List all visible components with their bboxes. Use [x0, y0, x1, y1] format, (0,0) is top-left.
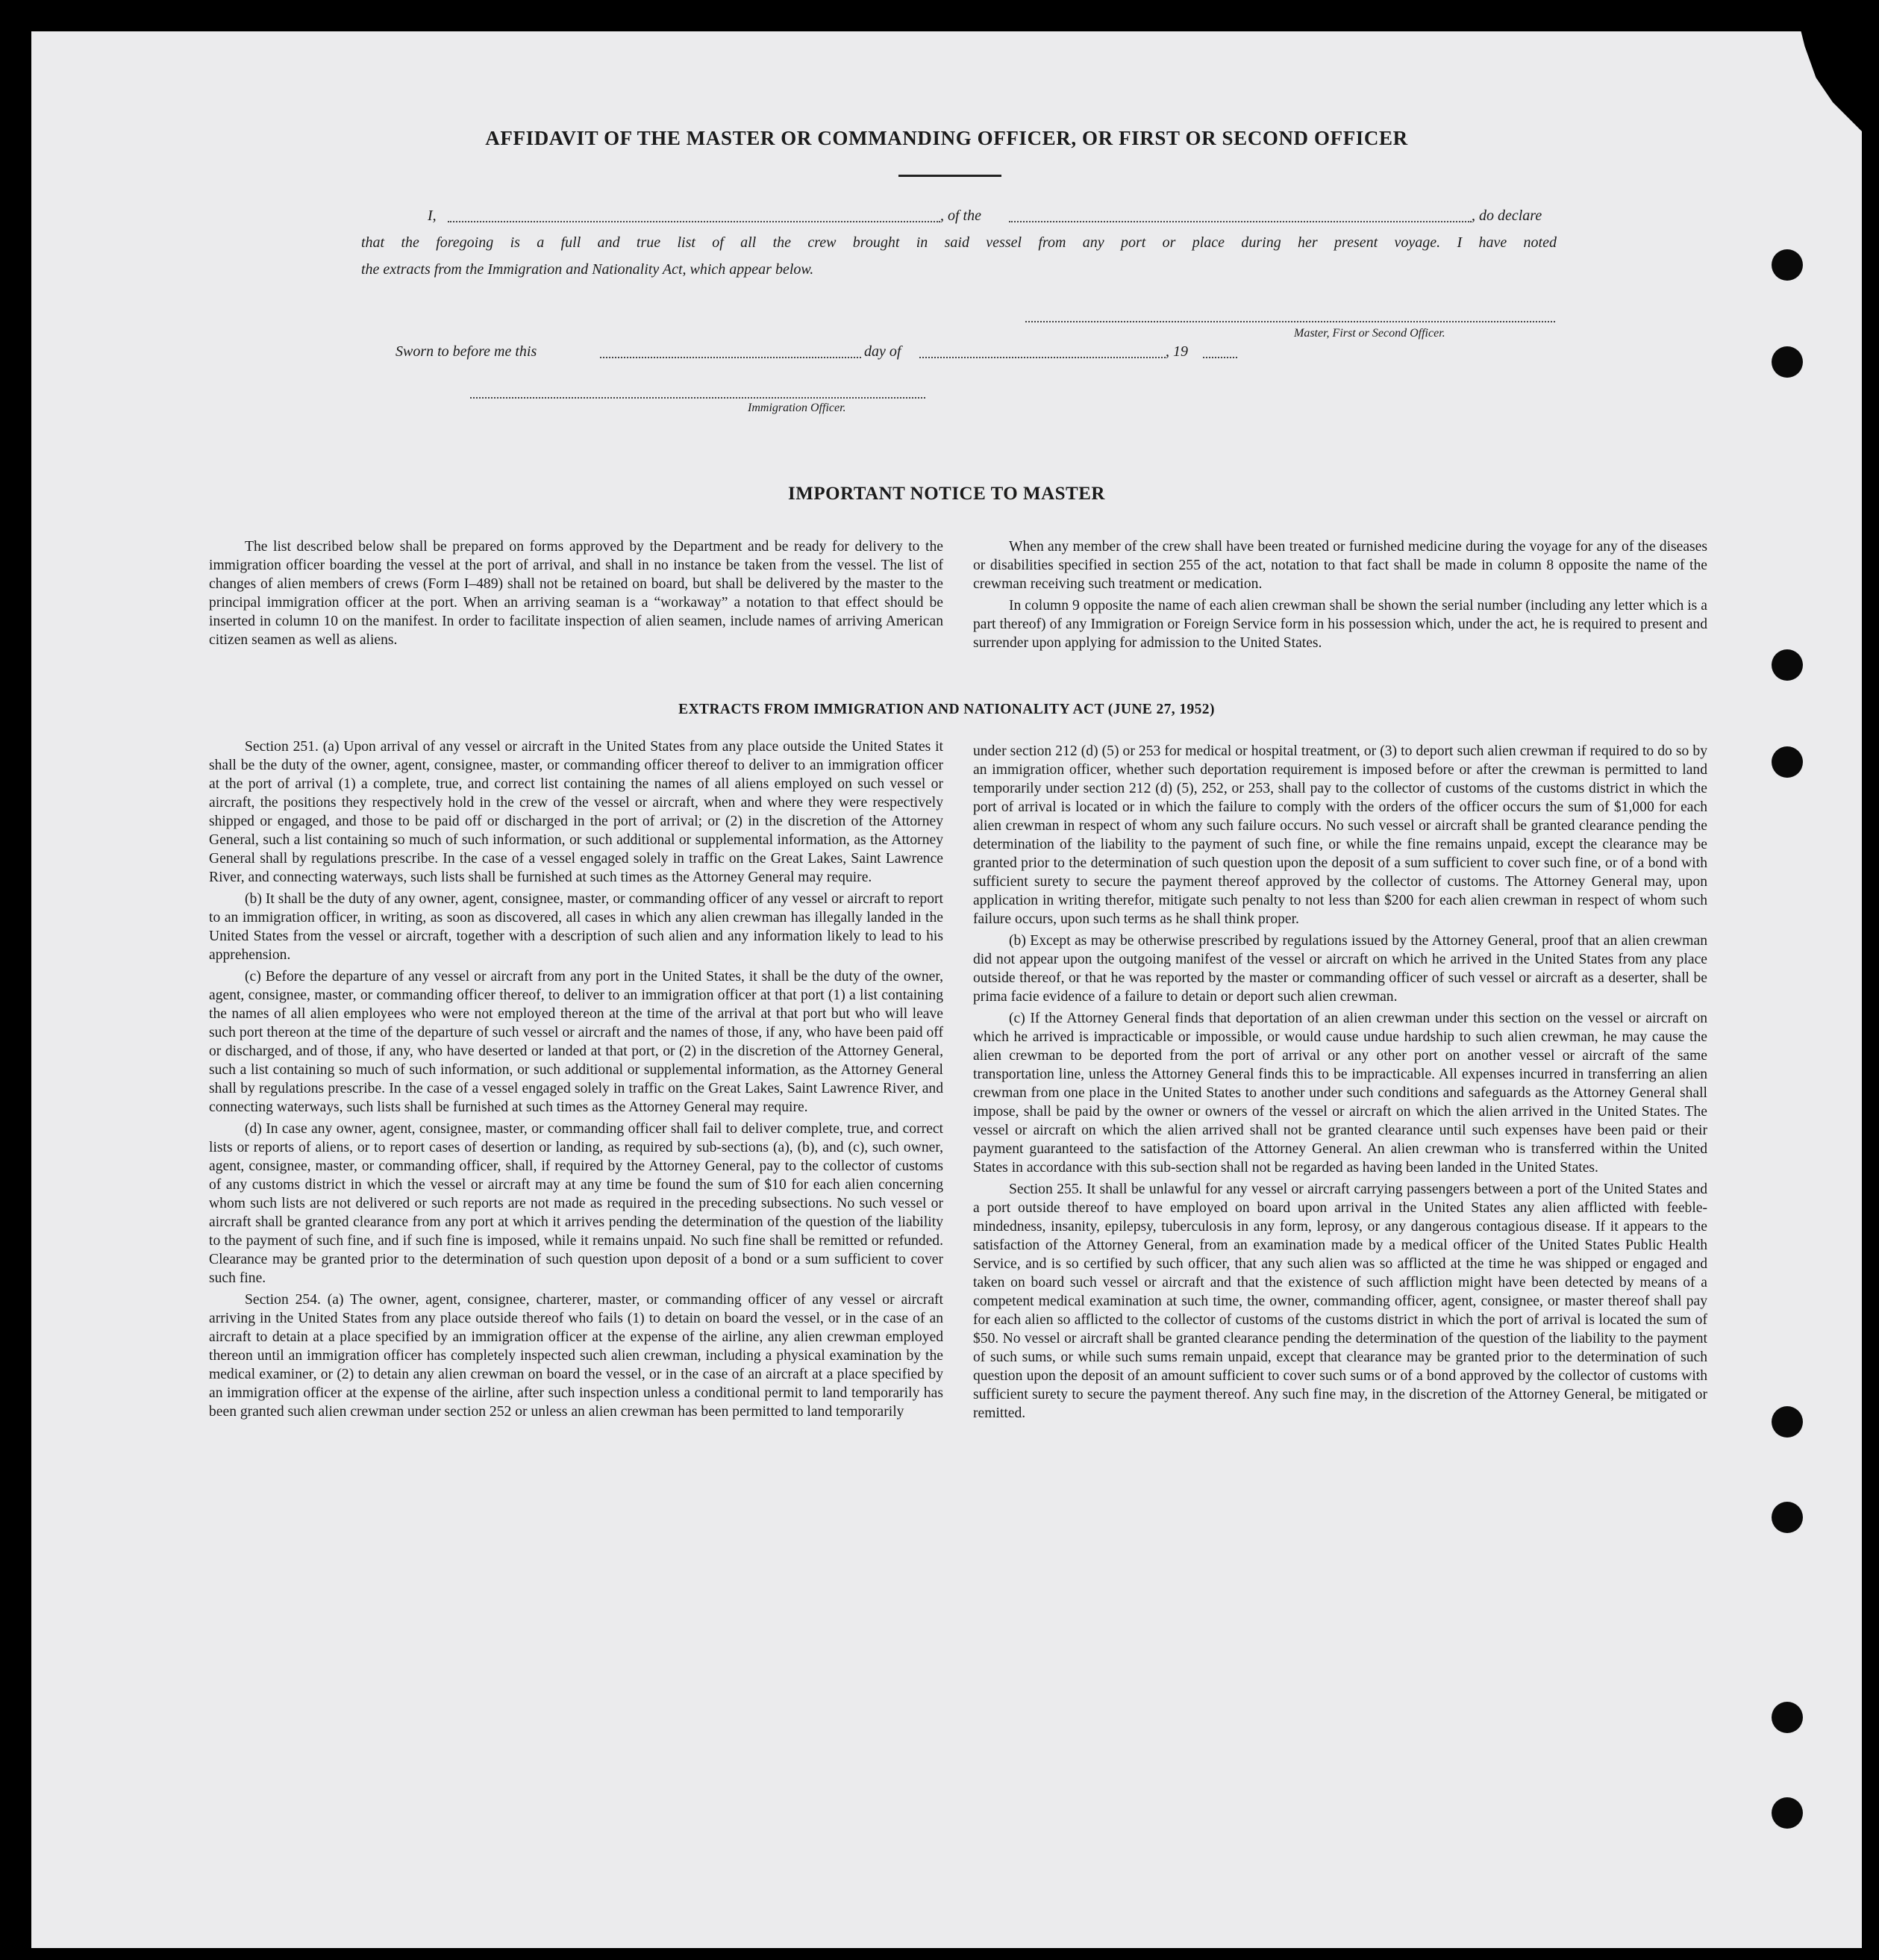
extracts-heading: EXTRACTS FROM IMMIGRATION AND NATIONALITY ACT (JUNE 27, 1952): [678, 702, 1215, 717]
sworn-day-of: day of: [864, 343, 901, 360]
officer-label: Immigration Officer.: [748, 402, 846, 414]
section-paragraph: (c) If the Attorney General finds that deportation of an alien crewman under this section on the vessel or aircraft on which he arrived is impracticable or impossible, or would cause undue hardship to such alien crewman, he may cause the alien crewman to be deported from the port of arrival or any other port on another vessel or aircraft of the same transportation line, unless the Attorney General finds this to be impracticable. All expenses incurred in transferring an alien crewman from one place in the United States to another under such conditions and safeguards as the Attorney General shall impose, shall be paid by the owner or owners of the vessel or aircraft on which the alien arrived in the United States. The vessel or aircraft on which the alien arrived shall not be granted clearance until such expenses have been paid or their payment guaranteed to the satisfaction of the Attorney General. An alien crewman who is transferred within the United States in accordance with this sub-section shall not be regarded as having been landed in the United States.: [973, 1011, 1707, 1176]
vessel-blank[interactable]: [1009, 221, 1472, 222]
sworn-year-blank[interactable]: [1203, 357, 1237, 358]
sworn-day-blank[interactable]: [600, 357, 861, 358]
sworn-prefix: Sworn to before me this: [396, 343, 537, 360]
notice-paragraph: In column 9 opposite the name of each alien crewman shall be shown the serial number (including any letter which is a part thereof) of any Immigration or Foreign Service form in his possession which, under the act, he is required to present and surrender upon applying for admission to the United States.: [973, 598, 1707, 651]
punch-hole: [1772, 1797, 1803, 1829]
section-paragraph: (b) It shall be the duty of any owner, agent, consignee, master, or commanding officer of any vessel or aircraft to report to an immigration officer, in writing, as soon as discovered, all cases in which any alien crewman has illegally landed in the United States from the vessel or aircraft, together with a description of such alien and any information likely to lead to his apprehension.: [209, 891, 943, 963]
section-paragraph: (d) In case any owner, agent, consignee, master, or commanding officer shall fail to deliver complete, true, and correct lists or reports of aliens, or to report cases of desertion or landing, as required by sub-sections (a), (b), and (c), such owner, agent, consignee, master, or commanding officer, shall, if required by the Attorney General, pay to the collector of customs of any customs district in which the vessel or aircraft may at any time be found the sum of $10 for each alien concerning whom such lists are not delivered or such reports are not made as required in the preceding subsections. No such vessel or aircraft shall be granted clearance from any port at which it arrives pending the determination of the question of the liability to the payment of such fine, and if such fine is imposed, while it remains unpaid. No such fine shall be remitted or refunded. Clearance may be granted prior to the determination of such question upon deposit of a bond or a sum sufficient to cover such fine.: [209, 1121, 943, 1286]
signature-label: Master, First or Second Officer.: [1294, 327, 1445, 340]
affidavit-title: AFFIDAVIT OF THE MASTER OR COMMANDING OFFICER, OR FIRST OR SECOND OFFICER: [485, 127, 1408, 149]
punch-hole: [1772, 1702, 1803, 1733]
affidavit-of-the: , of the: [940, 207, 981, 224]
signature-blank[interactable]: [1025, 321, 1555, 322]
extracts-left-column: [209, 737, 943, 1421]
sworn-month-blank[interactable]: [919, 357, 1166, 358]
officer-signature-blank[interactable]: [470, 397, 925, 399]
section-paragraph: Section 251. (a) Upon arrival of any vessel or aircraft in the United States from any place outside the United States it shall be the duty of the owner, agent, consignee, master, or commanding officer thereof to deliver to an immigration officer at the port of arrival (1) a complete, true, and correct list containing the names of all aliens employed on such vessel or aircraft, the positions they respectively hold in the crew of the vessel or aircraft, when and where they were respectively shipped or engaged, and those to be paid off or discharged in the port of arrival; or (2) in the discretion of the Attorney General, such a list containing so much of such information, or such additional or supplemental information, as the Attorney General shall by regulations prescribe. In the case of a vessel engaged solely in traffic on the Great Lakes, Saint Lawrence River, and connecting waterways, such lists shall be furnished at such times as the Attorney General may require.: [209, 739, 943, 885]
name-blank[interactable]: [448, 221, 940, 222]
sworn-year: , 19: [1166, 343, 1188, 360]
title-rule: [898, 175, 1001, 177]
section-paragraph: Section 254. (a) The owner, agent, consignee, charterer, master, or commanding officer of any vessel or aircraft arriving in the United States from any place outside thereof who fails (1) to detain on board the vessel, or in the case of an aircraft to detain at a place specified by an immigration officer at the expense of the airline, any alien crewman employed thereon until an immigration officer has completely inspected such alien crewman, including a physical examination by the medical examiner, or (2) to detain any alien crewman on board the vessel, or in the case of an aircraft at a place specified by an immigration officer at the expense of the airline, after such inspection unless a conditional permit to land temporarily has been granted such alien crewman under section 252 or unless an alien crewman has been permitted to land temporarily: [209, 1292, 943, 1420]
affidavit-statement-line-2: the extracts from the Immigration and Nationality Act, which appear below.: [361, 261, 814, 278]
section-paragraph: under section 212 (d) (5) or 253 for medical or hospital treatment, or (3) to deport such alien crewman if required to do so by an immigration officer, whether such deportation requirement is imposed before or after the crewman is permitted to land temporarily under section 212 (d) (5), 252, or 253, shall pay to the collector of customs of the customs district in which the port of arrival is located or in which the failure to comply with the orders of the officer occurs the sum of $1,000 for each alien crewman in respect of whom any such failure occurs. No such vessel or aircraft shall be granted clearance pending the determination of the liability to the payment of such fine, or while the fine remains unpaid, except the clearance may be granted prior to the determination of such question upon the deposit of a sum sufficient to cover such fine, or of a bond with sufficient surety to secure the payment thereof approved by the collector of customs. The Attorney General may, upon application in writing therefor, mitigate such penalty to not less than $200 for each alien crewman in respect of whom such failure occurs, upon such terms as he shall think proper.: [973, 743, 1707, 927]
notice-paragraph: When any member of the crew shall have been treated or furnished medicine during the voyage for any of the diseases or disabilities specified in section 255 of the act, notation to that fact shall be made in column 8 opposite the name of the crewman receiving such treatment or medication.: [973, 539, 1707, 592]
affidavit-i: I,: [428, 207, 437, 224]
section-paragraph: (b) Except as may be otherwise prescribed by regulations issued by the Attorney General, proof that an alien crewman did not appear upon the outgoing manifest of the vessel or aircraft on which he arrived in the United States from any place outside thereof, or that he was reported by the master or commanding officer of such vessel or aircraft as a deserter, shall be prima facie evidence of a failure to detain or deport such alien crewman.: [973, 933, 1707, 1005]
affidavit-statement-line: that the foregoing is a full and true list of all the crew brought in said vessel from any port or place during her present voyage. I have noted: [361, 234, 1557, 251]
punch-hole: [1772, 1406, 1803, 1438]
punch-hole: [1772, 746, 1803, 778]
punch-hole: [1772, 1502, 1803, 1533]
punch-hole: [1772, 346, 1803, 378]
notice-right-column: [973, 537, 1707, 652]
section-paragraph: Section 255. It shall be unlawful for any vessel or aircraft carrying passengers between a port of the United States and a port outside thereof to have employed on board upon arrival in the United States any alien afflicted with feeble-mindedness, insanity, epilepsy, tuberculosis in any form, leprosy, or any dangerous contagious disease. If it appears to the satisfaction of the Attorney General, from an examination made by a medical officer of the United States Public Health Service, and is so certified by such officer, that any such alien was so afflicted at the time he was shipped or engaged and taken on board such vessel or aircraft and that the existence of such affliction might have been detected by means of a competent medical examination at such time, the owner, commanding officer, agent, consignee, or master thereof shall pay for each alien so afflicted to the collector of customs of the customs district in which the port of arrival is located the sum of $50. No vessel or aircraft shall be granted clearance pending the determination of the question of the liability to the payment of such sums, or while such sums remain unpaid, except that clearance may be granted prior to the determination of such question upon the deposit of an amount sufficient to cover such sums or of a bond approved by the collector of customs with sufficient surety to secure the payment thereof. Any such fine may, in the discretion of the Attorney General, be mitigated or remitted.: [973, 1182, 1707, 1421]
punch-hole: [1772, 649, 1803, 681]
notice-paragraph: The list described below shall be prepared on forms approved by the Department and be ready for delivery to the immigration officer boarding the vessel at the port of arrival, and shall in no instance be taken from the vessel. The list of changes of alien members of crews (Form I–489) shall not be retained on board, but shall be delivered by the master to the principal immigration officer at the port. When an arriving seaman is a “workaway” a notation to that effect should be inserted in column 10 on the manifest. In order to facilitate inspection of alien seamen, include names of arriving American citizen seamen as well as aliens.: [209, 539, 943, 648]
affidavit-declare: , do declare: [1472, 207, 1542, 224]
notice-left-column: [209, 537, 943, 649]
section-paragraph: (c) Before the departure of any vessel or aircraft from any port in the United States, it shall be the duty of the owner, agent, consignee, master, or commanding officer thereof, to deliver to an immigration officer at that port (1) a list containing the names of all alien employees who were not employed thereon at the time of the arrival at that port but who will leave such port thereon at the time of the departure of such vessel or aircraft and the names of those, if any, who have been paid off or discharged, and of those, if any, who have deserted or landed at that port, or (2) in the discretion of the Attorney General, such a list containing so much of such information, or such additional or supplemental information, as the Attorney General shall by regulations prescribe. In the case of a vessel engaged solely in traffic on the Great Lakes, Saint Lawrence River, and connecting waterways, such lists shall be furnished at such times as the Attorney General may require.: [209, 969, 943, 1115]
notice-title: IMPORTANT NOTICE TO MASTER: [788, 484, 1105, 504]
torn-corner: [1754, 31, 1862, 136]
document-page: [31, 31, 1862, 1948]
punch-hole: [1772, 249, 1803, 281]
extracts-right-column: [973, 742, 1707, 1423]
